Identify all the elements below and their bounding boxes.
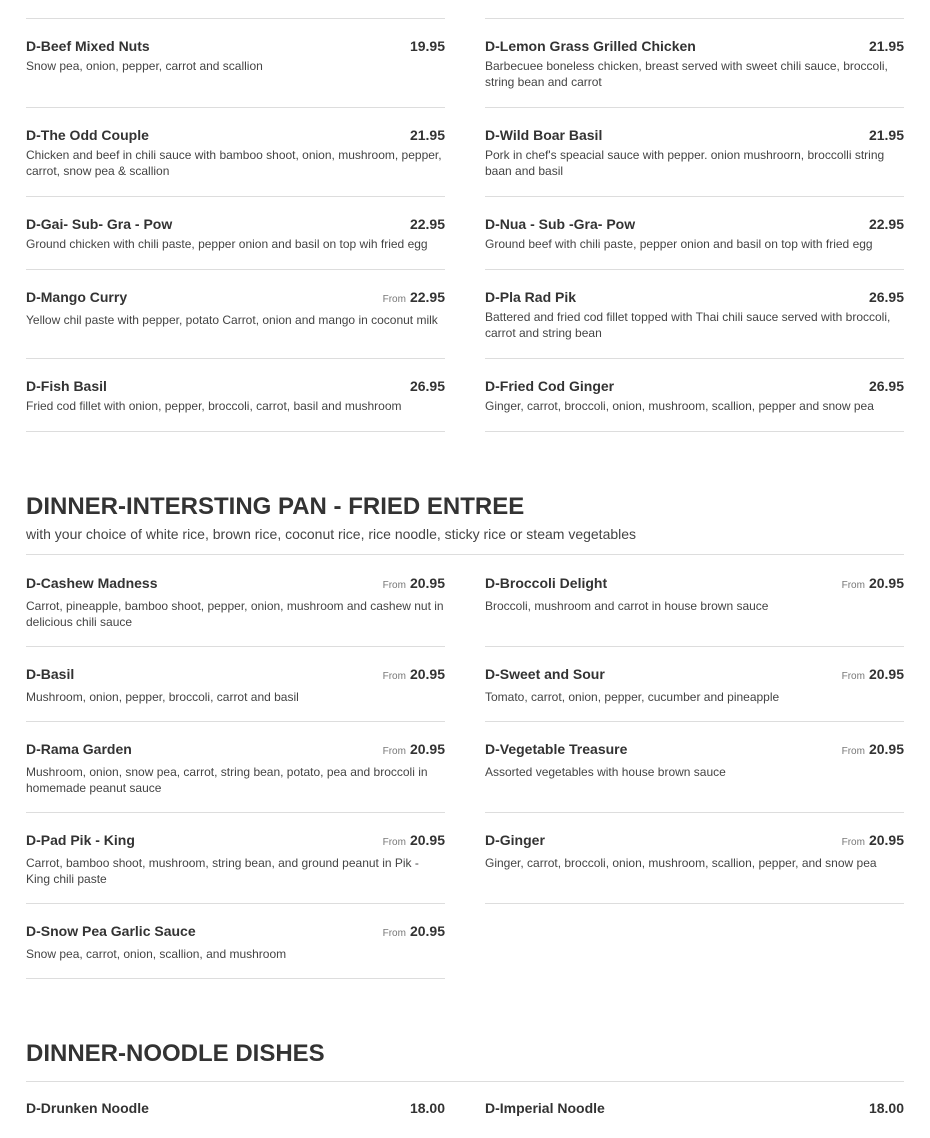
menu-item[interactable] [485,1098,904,1138]
item-description: Battered and fried cod fillet topped with Thai chili sauce served with broccoli, carrot and string bean [485,310,891,340]
item-price [383,287,445,310]
item-price: 26.95 [868,289,904,305]
item-description: Broccoli, mushroom and carrot in house brown sauce [485,599,769,613]
menu-item[interactable] [26,214,445,270]
menu-item[interactable] [26,664,445,722]
menu-item[interactable] [485,376,904,432]
price-value: 20.95 [868,666,904,682]
item-price [383,921,445,944]
menu-item[interactable] [26,376,445,432]
from-label: From [382,294,406,305]
item-name: D-Drunken Noodle [26,1100,149,1116]
menu-item[interactable] [485,214,904,270]
section-title: DINNER-NOODLE DISHES [26,1040,325,1067]
item-description: Ground beef with chili paste, pepper onion and basil on top with fried egg [485,237,873,251]
item-description: Ginger, carrot, broccoli, onion, mushroom, scallion, pepper and snow pea [485,399,874,413]
item-name: D-Wild Boar Basil [485,127,603,143]
item-description: Snow pea, carrot, onion, scallion, and mushroom [26,947,287,961]
price-value: 20.95 [409,741,445,757]
item-price: 22.95 [868,216,904,232]
item-price: 21.95 [868,38,904,54]
item-price [842,573,904,596]
from-label: From [382,671,406,682]
item-price [842,739,904,762]
item-name: D-The Odd Couple [26,127,149,143]
item-description: Mushroom, onion, snow pea, carrot, string bean, potato, pea and broccoli in homemade peanut sauce [26,765,428,795]
item-name: D-Pad Pik - King [26,832,135,848]
item-name: D-Nua - Sub -Gra- Pow [485,216,636,232]
item-description: Assorted vegetables with house brown sauce [485,765,726,779]
menu-item[interactable] [485,739,904,813]
menu-item[interactable] [26,830,445,904]
section-divider [26,554,904,555]
section-divider [26,1081,904,1082]
menu-item[interactable] [26,1098,445,1138]
item-name: D-Lemon Grass Grilled Chicken [485,38,696,54]
item-price: 26.95 [409,378,445,394]
menu-item[interactable] [26,573,445,647]
from-label: From [382,837,406,848]
divider [26,18,445,19]
item-price [383,664,445,687]
item-price: 22.95 [409,216,445,232]
item-description: Tomato, carrot, onion, pepper, cucumber and pineapple [485,690,780,704]
price-value: 22.95 [409,289,445,305]
from-label: From [382,928,406,939]
item-price [842,664,904,687]
price-value: 20.95 [409,923,445,939]
menu-item[interactable] [485,287,904,359]
item-name: D-Rama Garden [26,741,132,757]
item-name: D-Beef Mixed Nuts [26,38,150,54]
item-description: Fried cod fillet with onion, pepper, broccoli, carrot, basil and mushroom [26,399,402,413]
item-name: D-Basil [26,666,75,682]
menu-item[interactable] [485,125,904,197]
item-price: 21.95 [868,127,904,143]
item-description: Barbecuee boneless chicken, breast served with sweet chili sauce, broccoli, string bean and carrot [485,59,888,89]
from-label: From [841,671,865,682]
item-name: D-Vegetable Treasure [485,741,628,757]
price-value: 20.95 [409,666,445,682]
menu-item[interactable] [26,125,445,197]
item-name: D-Imperial Noodle [485,1100,605,1116]
menu-item[interactable] [485,664,904,722]
item-price: 19.95 [409,38,445,54]
menu-item[interactable] [485,573,904,647]
item-name: D-Snow Pea Garlic Sauce [26,923,196,939]
from-label: From [382,746,406,757]
item-description: Mushroom, onion, pepper, broccoli, carrot and basil [26,690,299,704]
item-name: D-Sweet and Sour [485,666,605,682]
item-price [383,739,445,762]
item-name: D-Mango Curry [26,289,128,305]
item-name: D-Broccoli Delight [485,575,608,591]
menu-item[interactable] [485,830,904,904]
item-description: Pork in chef's speacial sauce with pepper. onion mushroorn, broccolli string baan and basil [485,148,885,178]
from-label: From [841,837,865,848]
item-description: Snow pea, onion, pepper, carrot and scallion [26,59,263,73]
item-name: D-Ginger [485,832,545,848]
price-value: 20.95 [868,575,904,591]
item-name: D-Pla Rad Pik [485,289,577,305]
item-price [383,573,445,596]
from-label: From [382,580,406,591]
divider [485,18,904,19]
item-name: D-Gai- Sub- Gra - Pow [26,216,173,232]
from-label: From [841,746,865,757]
item-price: 18.00 [409,1100,445,1116]
item-description: Yellow chil paste with pepper, potato Carrot, onion and mango in coconut milk [26,313,438,327]
price-value: 20.95 [868,741,904,757]
item-name: D-Fish Basil [26,378,107,394]
item-description: Carrot, pineapple, bamboo shoot, pepper, onion, mushroom and cashew nut in delicious chili sauce [26,599,444,629]
section-subtitle: with your choice of white rice, brown rice, coconut rice, rice noodle, sticky rice or steam vegetables [26,526,637,542]
item-price: 21.95 [409,127,445,143]
menu-item[interactable] [26,921,445,979]
item-description: Ground chicken with chili paste, pepper onion and basil on top wih fried egg [26,237,428,251]
price-value: 20.95 [868,832,904,848]
menu-item[interactable] [26,287,445,359]
from-label: From [841,580,865,591]
item-description: Carrot, bamboo shoot, mushroom, string bean, and ground peanut in Pik - King chili paste [26,856,419,886]
item-name: D-Cashew Madness [26,575,158,591]
item-price: 26.95 [868,378,904,394]
item-name: D-Fried Cod Ginger [485,378,615,394]
section-title: DINNER-INTERSTING PAN - FRIED ENTREE [26,493,525,520]
menu-item[interactable] [26,36,445,108]
item-description: Chicken and beef in chili sauce with bamboo shoot, onion, mushroom, pepper, carrot, snow pea & scallion [26,148,442,178]
item-price [383,830,445,853]
price-value: 20.95 [409,832,445,848]
item-description: Ginger, carrot, broccoli, onion, mushroom, scallion, pepper, and snow pea [485,856,877,870]
item-price [842,830,904,853]
item-price: 18.00 [868,1100,904,1116]
menu-item[interactable] [485,36,904,108]
price-value: 20.95 [409,575,445,591]
menu-item[interactable] [26,739,445,813]
